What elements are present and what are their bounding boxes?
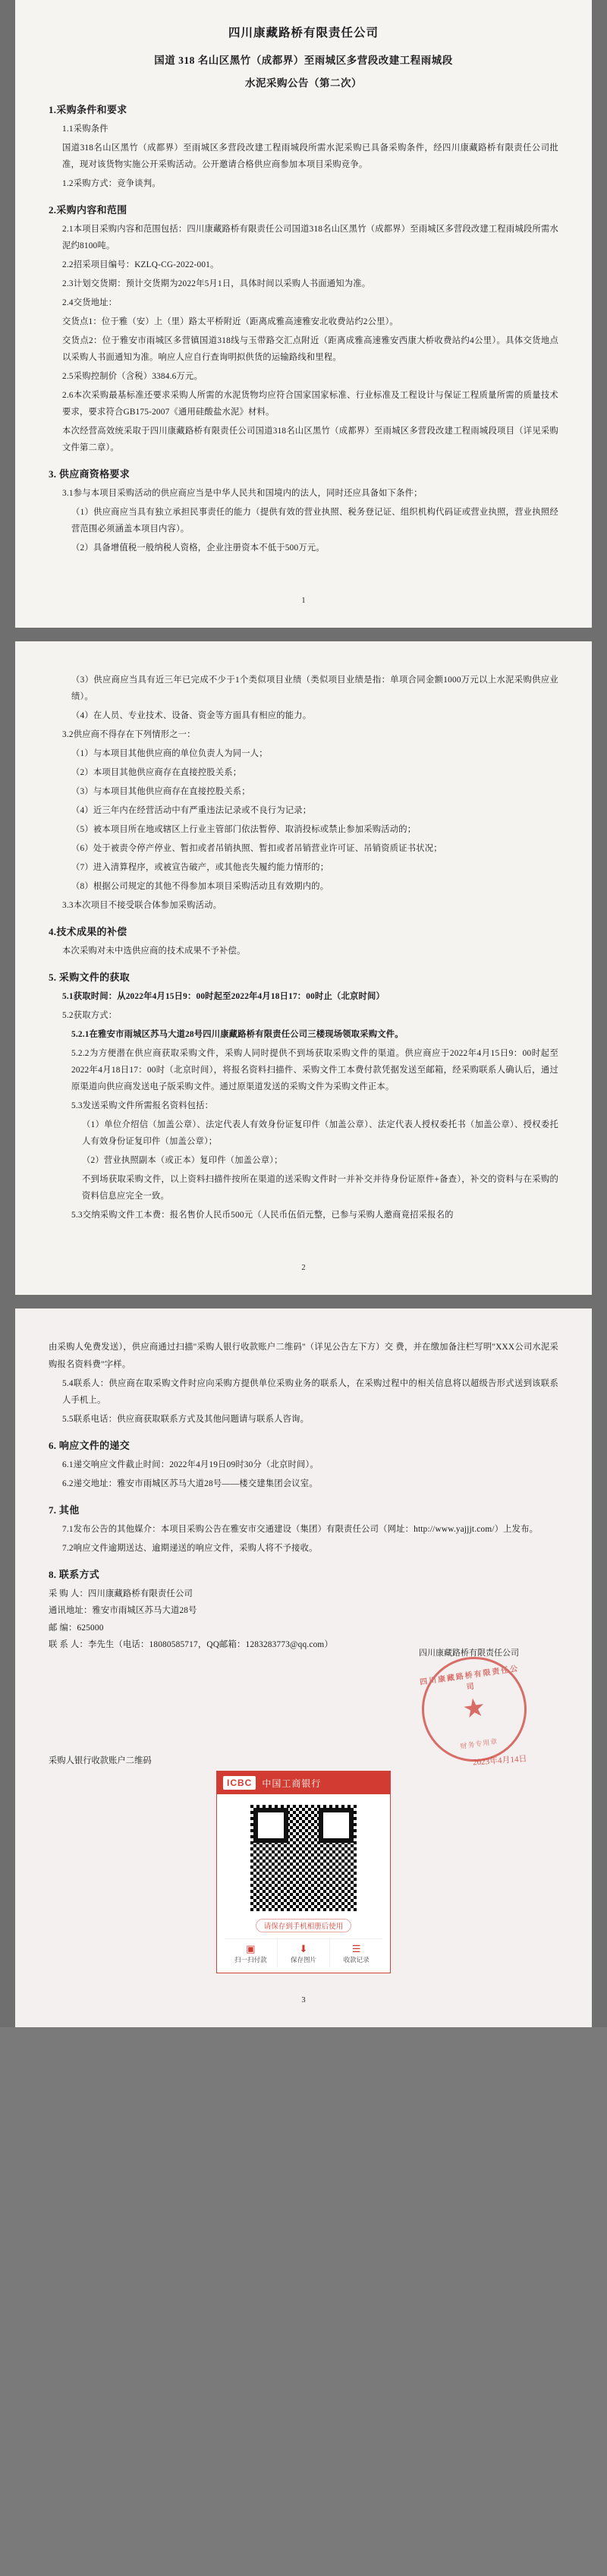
section-2-6-text: 2.6本次采购最基标准还要求采购人所需的水泥货物均应符合国家国家标准、行业标准及工程设计与保证工程质量所需的质量技术要求，要求符合GB175-2007《通用硅酸盐水泥》材料。: [62, 390, 558, 417]
section-5-5-text: 5.5联系电话：供应商获取联系方式及其他问题请与联系人咨询。: [62, 1414, 310, 1424]
section-2-7-text: 本次经营高效统采取于四川康藏路桥有限责任公司国道318名山区黑竹（成都界）至雨城区多营段改建工程雨城段项目（详见采购文件第二章）。: [62, 426, 558, 452]
section-7-2-text: 7.2响应文件逾期送达、逾期递送的响应文件，采购人将不予接收。: [62, 1543, 318, 1553]
page-number: 3: [301, 1996, 306, 2004]
qr-footer-actions: [225, 1938, 382, 1968]
document-page-1: [15, 0, 592, 628]
document-page-2: [15, 641, 592, 1295]
section-3-heading: 3. 供应商资格要求: [49, 468, 130, 480]
bank-name: 中国工商银行: [262, 1778, 322, 1789]
records-icon: ☰: [351, 1943, 361, 1954]
star-icon: ★: [461, 1693, 488, 1724]
prohibition-item-3: （3）与本项目其他供应商存在直接控股关系；: [71, 787, 250, 797]
section-1-1-heading: 1.1采购条件: [62, 124, 109, 134]
section-6-2-text: 6.2递交地址：雅安市雨城区苏马大道28号——楼交建集团会议室。: [62, 1479, 318, 1488]
qualification-item-1: （1）供应商应当具有独立承担民事责任的能力（提供有效的营业执照、税务登记证、组织机构代码证或营业执照，营业执照经营范围必须涵盖本项目内容）。: [71, 508, 558, 534]
section-5-4-text: 5.4联系人：供应商在取采购文件时应向采购方提供单位采购业务的联系人，在采购过程中的相关信息将以超级告形式送到该联系人手机上。: [62, 1378, 558, 1405]
page-number: 1: [301, 597, 306, 606]
seal-bottom-text: 财务专用章: [459, 1737, 498, 1750]
required-doc-item-2: （2）营业执照副本（或正本）复印件（加盖公章）；: [82, 1156, 283, 1166]
scan-icon: ▣: [246, 1943, 256, 1954]
prohibition-item-7: （7）进入清算程序，或被宣告破产，或其他丧失履约能力情形的；: [71, 863, 329, 873]
contact-purchaser: 采 购 人：四川康藏路桥有限责任公司: [49, 1589, 193, 1598]
bank-card-header: [217, 1771, 390, 1794]
section-7-heading: 7. 其他: [49, 1504, 80, 1516]
document-page-3: [15, 1308, 592, 2027]
required-doc-item-1: （1）单位介绍信（加盖公章）、法定代表人有效身份证复印件（加盖公章）、法定代表人授权委托书（加盖公章）、授权委托人有效身份证复印件（加盖公章）；: [82, 1120, 558, 1147]
section-4-text: 本次采购对未中选供应商的技术成果不予补偿。: [62, 946, 246, 956]
section-3-1-text: 3.1参与本项目采购活动的供应商应当是中华人民共和国境内的法人，同时还应具备如下条件；: [62, 489, 423, 498]
contact-address: 通讯地址：雅安市雨城区苏马大道28号: [49, 1606, 197, 1616]
qr-action-save[interactable]: ⬇ 保存图片: [278, 1939, 331, 1968]
section-5-3-heading: 5.3发送采购文件所需报名资料包括：: [71, 1101, 214, 1111]
section-7-1-text: 7.1发布公告的其他媒介：本项目采购公告在雅安市交通建设（集团）有限责任公司（网址：http://www.yajjjt.com/）上发布。: [62, 1524, 539, 1534]
section-1-heading: 1.采购条件和要求: [49, 103, 127, 115]
section-3-2-heading: 3.2供应商不得存在下列情形之一：: [62, 730, 196, 740]
qualification-item-3: （3）供应商应当具有近三年已完成不少于1个类似项目业绩（类似项目业绩是指：单项合同金额1000万元以上水泥采购供应业绩）。: [71, 675, 558, 702]
delivery-point-1: 交货点1：位于雅（安）上（里）路太平桥附近（距离成雅高速雅安北收费站约2公里）。: [62, 316, 398, 326]
icbc-logo-icon: ICBC: [223, 1776, 256, 1790]
prohibition-item-8: （8）根据公司规定的其他不得参加本项目采购活动且有效期内的。: [71, 882, 329, 892]
delivery-point-2: 交货点2：位于雅安市雨城区多营镇国道318线与玉带路交汇点附近（距离成雅高速雅安西康大桥收费站约4公里）。具体交货地点以采购人书面通知为准。响应人应自行查询明拟供货的运输路线和里程。: [62, 335, 558, 362]
page-number: 2: [301, 1264, 306, 1273]
section-2-heading: 2.采购内容和范围: [49, 203, 127, 216]
section-1-2-text: 1.2采购方式：竞争谈判。: [62, 178, 161, 188]
section-2-4-text: 2.4交货地址：: [62, 298, 118, 307]
company-title: 四川康藏路桥有限责任公司: [228, 27, 379, 39]
prohibition-item-4: （4）近三年内在经营活动中有严重违法记录或不良行为记录；: [71, 806, 312, 816]
section-2-3-text: 2.3计划交货期：预计交货期为2022年5月1日，具体时间以采购人书面通知为准。: [62, 279, 371, 288]
prohibition-item-1: （1）与本项目其他供应商的单位负责人为同一人；: [71, 749, 268, 759]
contact-person: 联 系 人：李先生（电话：18080585717，QQ邮箱：1283283773@qq.com）: [49, 1640, 333, 1650]
section-5-heading: 5. 采购文件的获取: [49, 972, 130, 984]
qr-caption: 采购人银行收款账户二维码: [49, 1756, 152, 1765]
qr-note: 请保存到手机相册后使用: [256, 1919, 352, 1932]
section-5-2-2-text: 5.2.2为方便潜在供应商获取采购文件，采购人同时提供不到场获取采购文件的渠道。供应商应于2022年4月15日9：00时起至2022年4月18日17：00时（北京时间），将报名资料扫描件、采购文件工本费付款凭据发送至邮箱，经采购联系人确认后，通过原渠道向供应商发送电子版采购文件。通过原渠道发送的采购文件为采购文件正本。: [71, 1049, 558, 1092]
section-2-1-text: 2.1本项目采购内容和范围包括：四川康藏路桥有限责任公司国道318名山区黑竹（成都界）至雨城区多营段改建工程雨城段所需水泥约8100吨。: [62, 224, 558, 250]
section-5-continued: 由采购人免费发送），供应商通过扫描"采购人银行收款账户二维码"（详见公告左下方）交 费，并在缴加备注栏写明"XXX公司水泥采购报名资料费"字样。: [49, 1343, 558, 1369]
section-6-heading: 6. 响应文件的递交: [49, 1439, 130, 1451]
section-5-1-text: 5.1获取时间：从2022年4月15日9：00时起至2022年4月18日17：00时止（北京时间）: [62, 992, 385, 1002]
section-2-5-text: 2.5采购控制价（含税）3384.6万元。: [62, 371, 203, 381]
qr-body: [217, 1794, 390, 1973]
qualification-item-2: （2）具备增值税一般纳税人资格，企业注册资本不低于500万元。: [71, 543, 325, 553]
section-2-2-text: 2.2招采项目编号：KZLQ-CG-2022-001。: [62, 260, 219, 269]
seal-top-text: 四川康藏路桥有限责任公司: [419, 1664, 520, 1693]
section-6-1-text: 6.1递交响应文件截止时间：2022年4月19日09时30分（北京时间）。: [62, 1460, 319, 1469]
bank-payment-card: [216, 1771, 391, 1973]
section-3-3-text: 3.3本次项目不接受联合体参加采购活动。: [62, 901, 222, 911]
section-5-2-1-text: 5.2.1在雅安市雨城区苏马大道28号四川康藏路桥有限责任公司三楼现场领取采购文件。: [71, 1030, 404, 1040]
contact-zip: 邮 编：625000: [49, 1623, 104, 1633]
notice-title: 水泥采购公告（第二次）: [245, 77, 362, 89]
section-8-heading: 8. 联系方式: [49, 1568, 100, 1580]
required-doc-note: 不到场获取采购文件，以上资料扫描件按所在渠道的送采购文件时一并补交并待身份证原件+备查），补交的资料与在采购的资料信息应完全一致。: [82, 1175, 558, 1201]
qualification-item-4: （4）在人员、专业技术、设备、资金等方面具有相应的能力。: [71, 711, 312, 721]
red-seal-icon: [415, 1650, 533, 1768]
prohibition-item-6: （6）处于被责令停产停业、暂扣或者吊销执照、暂扣或者吊销营业许可证、吊销资质证书状况；: [71, 844, 442, 854]
prohibition-item-5: （5）被本项目所在地或辖区上行业主管部门依法暂停、取消投标或禁止参加采购活动的；: [71, 825, 417, 835]
qr-code-image[interactable]: [247, 1802, 360, 1914]
stamp-company-name: 四川康藏路桥有限责任公司: [419, 1649, 519, 1658]
stamp-date: 2023年4月14日: [472, 1754, 527, 1768]
document-fee-text: 5.3交纳采购文件工本费：报名售价人民币500元（人民币伍佰元整，已参与采购人邀商竟招采报名的: [71, 1211, 454, 1220]
section-5-2-heading: 5.2获取方式：: [62, 1011, 118, 1021]
project-title: 国道 318 名山区黑竹（成都界）至雨城区多营段改建工程雨城段: [154, 54, 453, 66]
prohibition-item-2: （2）本项目其他供应商存在直接控股关系；: [71, 768, 242, 778]
section-4-heading: 4.技术成果的补偿: [49, 926, 127, 938]
section-1-1-text: 国道318名山区黑竹（成都界）至雨城区多营段改建工程雨城段所需水泥采购已具备采购条件，经四川康藏路桥有限责任公司批准，现对该货物实施公开采购活动。公开邀请合格供应商参加本项目采购竞争。: [62, 143, 558, 169]
save-icon: ⬇: [299, 1943, 308, 1954]
qr-action-records[interactable]: ☰ 收款记录: [330, 1939, 382, 1968]
qr-action-scan[interactable]: ▣ 扫一扫付款: [225, 1939, 278, 1968]
